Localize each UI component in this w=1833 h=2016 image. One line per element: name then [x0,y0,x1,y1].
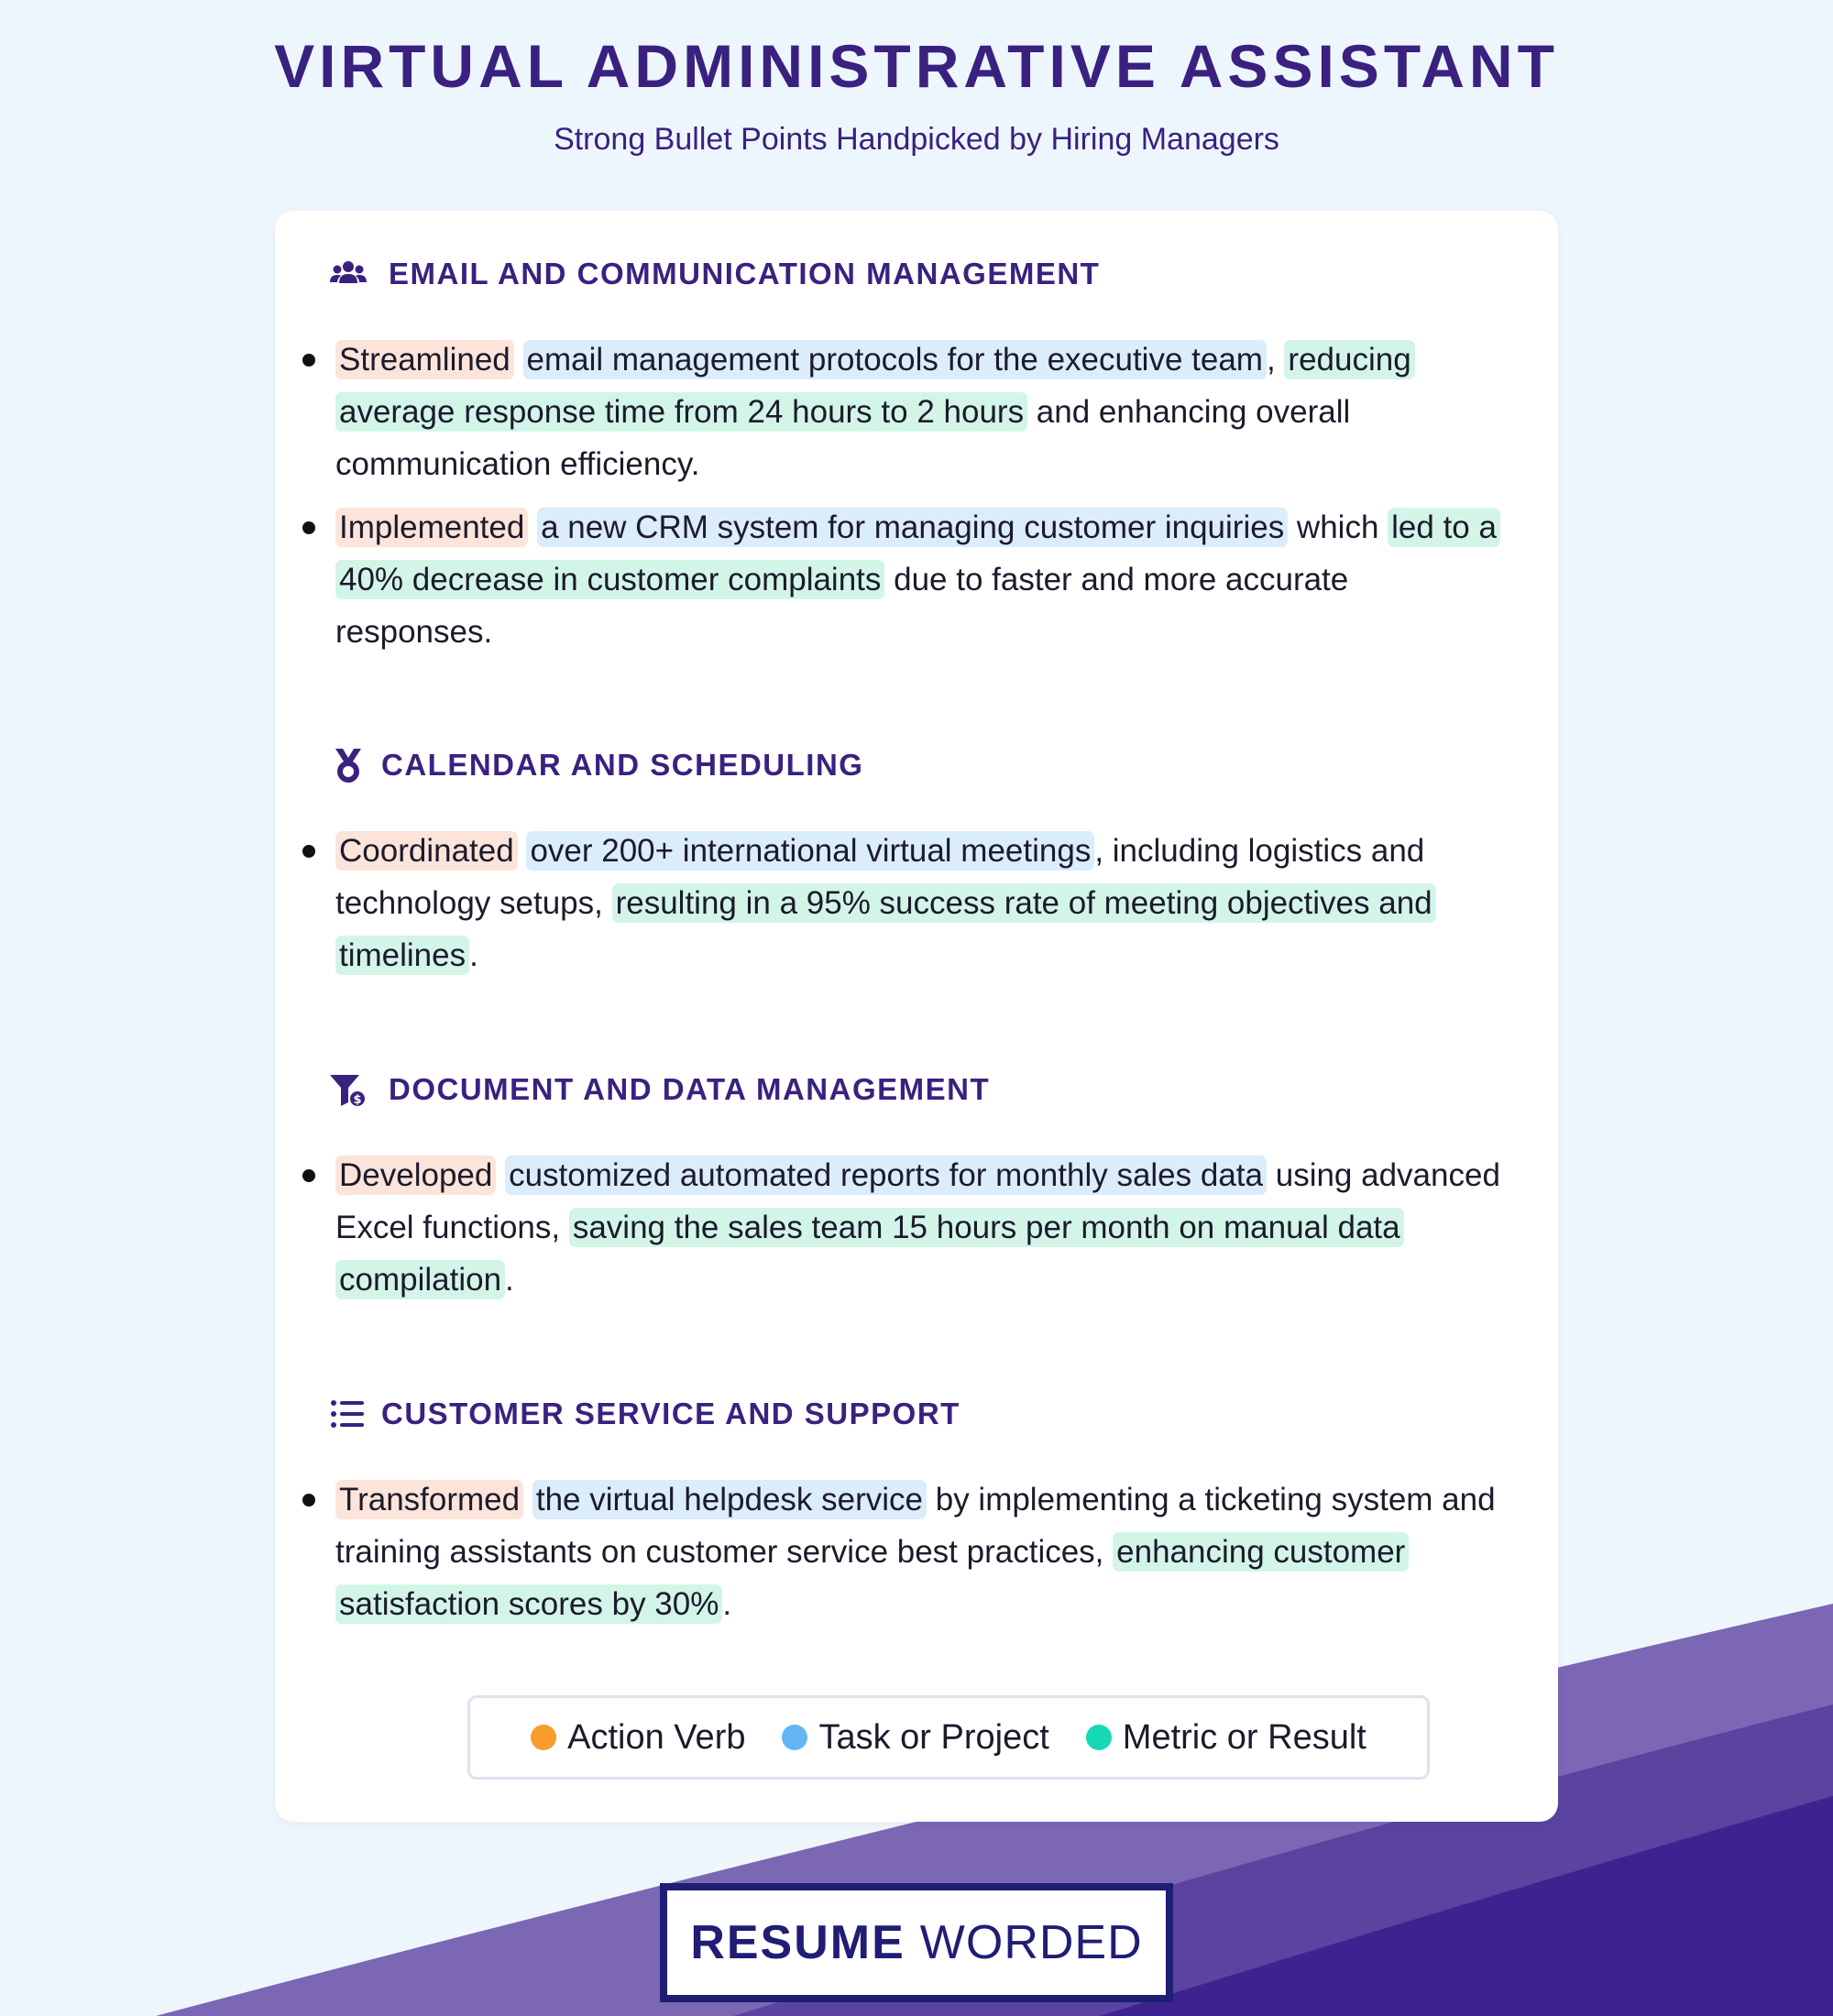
section-header [328,742,863,788]
task-or-project: customized automated reports for monthly sales data [505,1156,1267,1195]
metric-or-result: led to a 40% decrease in customer complaints [335,508,1500,599]
list-icon [328,1394,368,1434]
bullet-item [335,1474,1509,1630]
task-or-project: a new CRM system for managing customer inquiries [537,508,1288,547]
legend-dot [782,1725,807,1750]
action-verb: Implemented [335,508,528,547]
action-verb: Transformed [335,1480,523,1519]
plain-text: . [469,937,478,973]
section-header [328,1391,960,1437]
section-title: CUSTOMER SERVICE AND SUPPORT [381,1397,960,1430]
action-verb: Streamlined [335,340,514,379]
section-header [328,1067,990,1112]
bullet-list [335,334,1527,669]
plain-text [528,508,537,547]
plain-text: . [505,1262,514,1298]
task-or-project: over 200+ international virtual meetings [526,831,1094,871]
plain-text: , [1266,342,1285,378]
page-title: VIRTUAL ADMINISTRATIVE ASSISTANT [274,32,1559,100]
section-title: CALENDAR AND SCHEDULING [381,748,864,782]
bullet-dot [302,845,315,858]
plain-text: , including logistics and technology setups, [335,833,1425,921]
task-or-project: email management protocols for the executive team [523,340,1267,379]
bullet-points-card [275,211,1558,1822]
legend-label: Metric or Result [1122,1717,1367,1757]
legend-item-action-verb [531,1718,745,1758]
bullet-dot [302,521,315,534]
bullet-list [335,1474,1527,1641]
plain-text: using advanced Excel functions, [335,1157,1500,1245]
highlight-legend [467,1695,1430,1780]
users-icon [328,254,368,294]
plain-text [514,340,523,379]
legend-item-task-project [782,1718,1048,1758]
plain-text [496,1156,505,1195]
brand-bold: RESUME [690,1916,906,1969]
funnel-dollar-icon [328,1069,368,1110]
plain-text [523,1480,532,1519]
section-header [328,251,1100,297]
legend-label: Task or Project [818,1717,1049,1757]
task-or-project: the virtual helpdesk service [532,1480,927,1519]
svg-text:$: $ [353,1093,362,1107]
plain-text: which [1288,509,1388,545]
legend-dot [531,1725,556,1750]
plain-text: and enhancing overall communication efficiency. [335,394,1351,482]
plain-text: . [722,1586,732,1622]
metric-or-result: resulting in a 95% success rate of meeting objectives and timelines [335,883,1436,975]
bullet-list [335,825,1527,992]
section-title: EMAIL AND COMMUNICATION MANAGEMENT [389,257,1101,290]
plain-text: by implementing a ticketing system and training assistants on customer service best practices, [335,1482,1496,1570]
bullet-dot [302,354,315,367]
metric-or-result: saving the sales team 15 hours per month on manual data compilation [335,1208,1404,1299]
medal-icon [328,745,368,785]
bullet-item [335,501,1509,658]
legend-dot [1086,1725,1112,1750]
page-header [0,27,1833,158]
bullet-item [335,825,1509,981]
action-verb: Coordinated [335,831,518,871]
bullet-item [335,334,1509,490]
legend-item-metric-result [1086,1718,1367,1758]
bullet-dot [302,1494,315,1507]
metric-or-result: enhancing customer satisfaction scores by 30% [335,1532,1409,1624]
page-subtitle: Strong Bullet Points Handpicked by Hiring Managers [554,122,1279,157]
plain-text: due to faster and more accurate responses. [335,562,1349,650]
resume-worded-logo[interactable] [660,1883,1173,2002]
action-verb: Developed [335,1156,496,1195]
bullet-item [335,1149,1509,1306]
brand-regular: WORDED [919,1916,1143,1969]
section-title: DOCUMENT AND DATA MANAGEMENT [389,1072,991,1106]
bullet-dot [302,1169,315,1182]
bullet-list [335,1149,1527,1317]
metric-or-result: reducing average response time from 24 hours to 2 hours [335,340,1415,432]
plain-text [518,831,527,871]
legend-label: Action Verb [567,1717,746,1757]
